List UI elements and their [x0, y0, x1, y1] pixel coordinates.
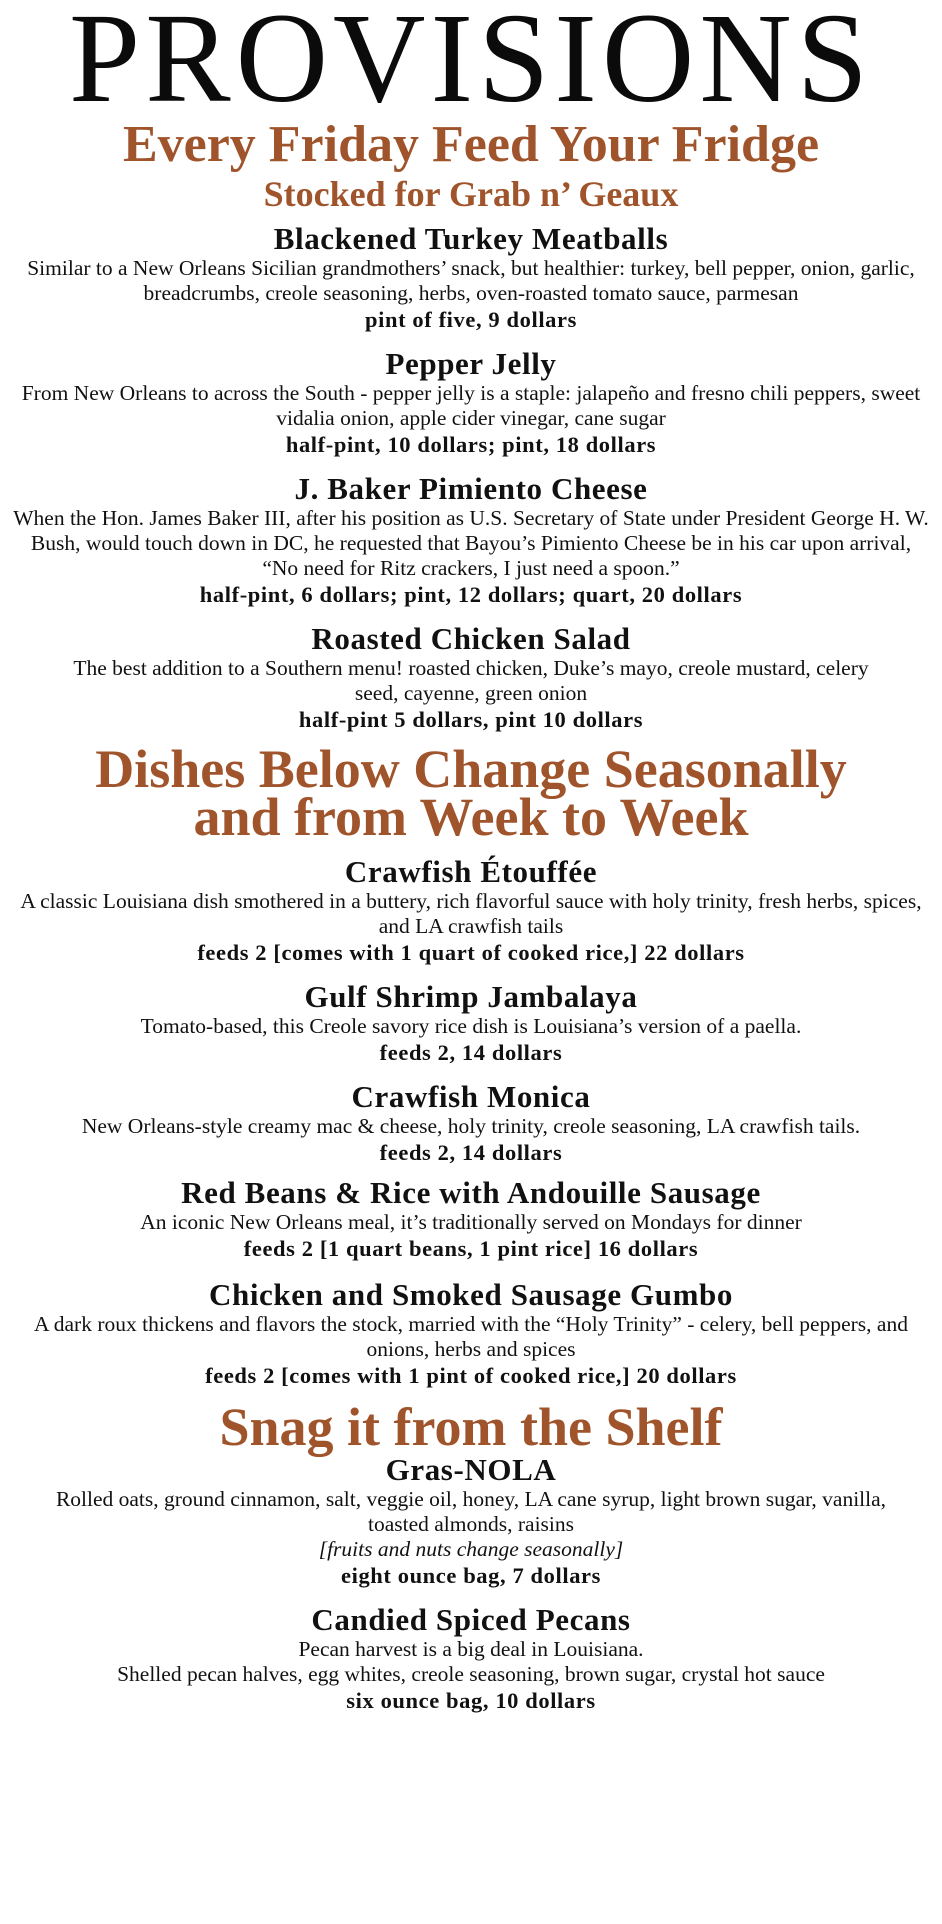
item-description: From New Orleans to across the South - pepper jelly is a staple: jalapeño and fresno chili peppers, sweet vidalia onion, apple cider vinegar, cane sugar — [21, 381, 921, 430]
item-description: A dark roux thickens and flavors the stock, married with the “Holy Trinity” - celery, bell peppers, and onions, herbs and spices — [34, 1312, 908, 1361]
item-price: six ounce bag, 10 dollars — [346, 1688, 596, 1713]
item-price: feeds 2, 14 dollars — [379, 1140, 563, 1165]
menu-item — [8, 622, 934, 733]
item-name: Crawfish Monica — [351, 1079, 591, 1114]
item-description-2: Shelled pecan halves, egg whites, creole seasoning, brown sugar, crystal hot sauce — [117, 1662, 825, 1686]
menu-item — [8, 1278, 934, 1389]
item-price: feeds 2 [comes with 1 quart of cooked rice,] 22 dollars — [197, 940, 745, 965]
item-name: J. Baker Pimiento Cheese — [294, 471, 648, 506]
item-name: Red Beans & Rice with Andouille Sausage — [181, 1175, 761, 1210]
item-note: [fruits and nuts change seasonally] — [318, 1537, 624, 1561]
item-description: An iconic New Orleans meal, it’s traditionally served on Mondays for dinner — [140, 1210, 802, 1234]
item-name: Gulf Shrimp Jambalaya — [304, 979, 638, 1014]
item-name: Gras-NOLA — [385, 1452, 557, 1487]
item-name: Chicken and Smoked Sausage Gumbo — [209, 1277, 733, 1312]
menu-item — [8, 980, 934, 1066]
item-price: feeds 2 [comes with 1 pint of cooked rice,] 20 dollars — [205, 1363, 737, 1388]
menu-item — [8, 1176, 934, 1262]
item-description: The best addition to a Southern menu! roasted chicken, Duke’s mayo, creole mustard, celery seed, cayenne, green onion — [73, 656, 869, 705]
item-name: Crawfish Étouffée — [344, 854, 598, 889]
menu-item — [8, 347, 934, 458]
seasonal-section-heading — [8, 739, 934, 847]
section-heading-line2: and from Week to Week — [193, 787, 749, 847]
item-price: feeds 2 [1 quart beans, 1 pint rice] 16 dollars — [243, 1236, 699, 1261]
item-description: New Orleans-style creamy mac & cheese, holy trinity, creole seasoning, LA crawfish tails. — [81, 1114, 861, 1138]
menu-item — [8, 855, 934, 966]
page-tagline: Stocked for Grab n’ Geaux — [263, 174, 679, 214]
item-name: Roasted Chicken Salad — [311, 621, 631, 656]
shelf-section-heading: Snag it from the Shelf — [219, 1397, 723, 1457]
page-title: PROVISIONS — [69, 0, 873, 129]
item-description: Rolled oats, ground cinnamon, salt, veggie oil, honey, LA cane syrup, light brown sugar, vanilla, toasted almonds, raisins — [55, 1487, 887, 1536]
item-description: When the Hon. James Baker III, after his position as U.S. Secretary of State under President George H. W. Bush, would touch down in DC, he requested that Bayou’s Pimiento Cheese be in his car upon arrival, “No need for Ritz crackers, I just need a spoon.” — [13, 506, 929, 580]
menu-item — [8, 1080, 934, 1166]
item-price: pint of five, 9 dollars — [365, 307, 577, 332]
menu-item — [8, 472, 934, 608]
item-description: Pecan harvest is a big deal in Louisiana. — [298, 1637, 644, 1661]
page-subtitle: Every Friday Feed Your Fridge — [122, 116, 820, 173]
menu-item — [8, 1453, 934, 1589]
item-description: Similar to a New Orleans Sicilian grandmothers’ snack, but healthier: turkey, bell pepper, onion, garlic, breadcrumbs, creole seasoning, herbs, oven-roasted tomato sauce, parmesan — [27, 256, 915, 305]
item-description: Tomato-based, this Creole savory rice dish is Louisiana’s version of a paella. — [140, 1014, 802, 1038]
item-price: eight ounce bag, 7 dollars — [341, 1563, 601, 1588]
item-price: half-pint 5 dollars, pint 10 dollars — [298, 707, 644, 732]
item-price: half-pint, 6 dollars; pint, 12 dollars; quart, 20 dollars — [199, 582, 743, 607]
menu-item — [8, 1603, 934, 1714]
item-description: A classic Louisiana dish smothered in a buttery, rich flavorful sauce with holy trinity, fresh herbs, spices, and LA crawfish tails — [20, 889, 922, 938]
menu-item — [8, 222, 934, 333]
item-name: Candied Spiced Pecans — [311, 1602, 631, 1637]
item-name: Blackened Turkey Meatballs — [273, 221, 669, 256]
item-price: half-pint, 10 dollars; pint, 18 dollars — [285, 432, 657, 457]
item-price: feeds 2, 14 dollars — [379, 1040, 563, 1065]
section-heading-line1: Dishes Below Change Seasonally — [95, 739, 847, 799]
item-name: Pepper Jelly — [385, 346, 557, 381]
